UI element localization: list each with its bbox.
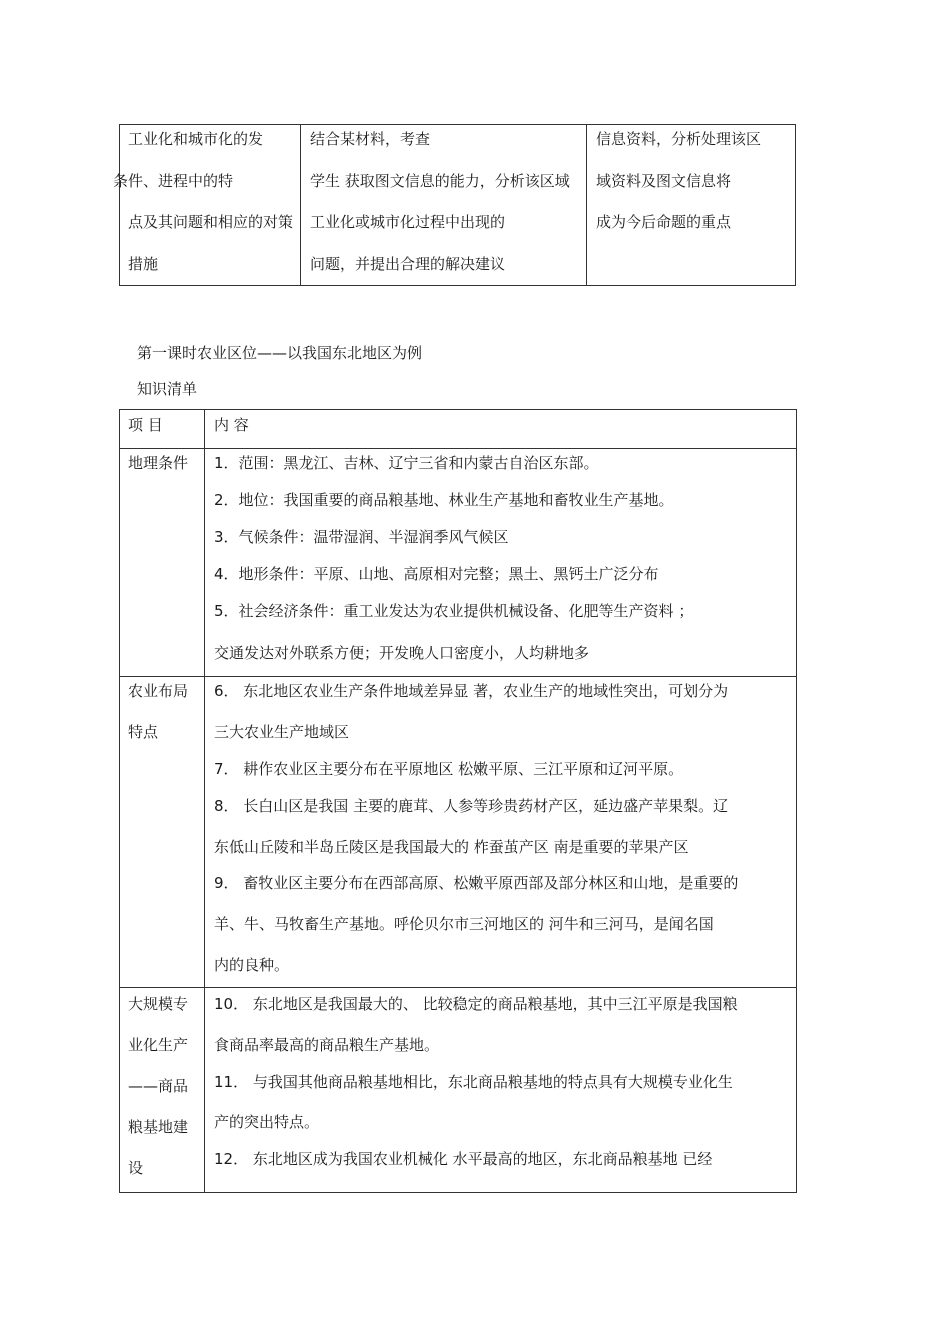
top-col3-line-3: 成为今后命题的重点 — [596, 213, 732, 231]
row1-line-5: 5．社会经济条件：重工业发达为农业提供机械设备、化肥等生产资料 ； — [214, 602, 694, 620]
row1-line-4: 4．地形条件：平原、山地、高原相对完整；黑土、黑钙土广泛分布 — [214, 565, 659, 583]
k-header-content: 内 容 — [214, 416, 249, 434]
row3-label-2: 业化生产 — [128, 1036, 189, 1054]
k-table-row-divider-3 — [120, 987, 796, 988]
row3-label-5: 设 — [128, 1159, 144, 1177]
row3-line-1: 10． 东北地区是我国最大的、 比较稳定的商品粮基地，其中三江平原是我国粮 — [214, 995, 738, 1013]
top-table-divider-2 — [586, 125, 587, 285]
k-header-item: 项 目 — [128, 416, 163, 434]
row3-line-2: 食商品率最高的商品粮生产基地。 — [214, 1036, 440, 1054]
k-table-row-divider-1 — [120, 448, 796, 449]
k-table-col-divider — [204, 410, 205, 1192]
row3-label-4: 粮基地建 — [128, 1118, 189, 1136]
row1-line-1: 1．范围：黑龙江、吉林、辽宁三省和内蒙古自治区东部。 — [214, 454, 599, 472]
top-col2-line-2: 学生 获取图文信息的能力，分析该区域 — [310, 172, 570, 190]
top-col1-line-4: 措施 — [128, 255, 159, 273]
row3-label-1: 大规模专 — [128, 995, 189, 1013]
top-col1-line-1: 工业化和城市化的发 — [128, 130, 264, 148]
row2-label-1: 农业布局 — [128, 682, 189, 700]
section-title: 第一课时农业区位——以我国东北地区为例 — [137, 344, 423, 362]
top-col2-line-3: 工业化或城市化过程中出现的 — [310, 213, 506, 231]
row2-line-7: 羊、牛、马牧畜生产基地。呼伦贝尔市三河地区的 河牛和三河马，是闻名国 — [214, 915, 714, 933]
row2-line-3: 7． 耕作农业区主要分布在平原地区 松嫩平原、三江平原和辽河平原。 — [214, 760, 684, 778]
k-table-row-divider-2 — [120, 676, 796, 677]
row3-line-3: 11． 与我国其他商品粮基地相比，东北商品粮基地的特点具有大规模专业化生 — [214, 1073, 733, 1091]
top-col1-line-3: 点及其问题和相应的对策 — [128, 213, 294, 231]
row2-label-2: 特点 — [128, 723, 159, 741]
row1-line-2: 2．地位：我国重要的商品粮基地、林业生产基地和畜牧业生产基地。 — [214, 491, 674, 509]
top-col2-line-4: 问题，并提出合理的解决建议 — [310, 255, 506, 273]
knowledge-list-title: 知识清单 — [137, 380, 198, 398]
row2-line-4: 8． 长白山区是我国 主要的鹿茸、人参等珍贵药材产区，延边盛产苹果梨。辽 — [214, 797, 729, 815]
row1-label-1: 地理条件 — [128, 454, 189, 472]
row2-line-8: 内的良种。 — [214, 956, 290, 974]
top-table-divider-1 — [300, 125, 301, 285]
row1-line-6: 交通发达对外联系方便；开发晚人口密度小，人均耕地多 — [214, 644, 590, 662]
row3-line-4: 产的突出特点。 — [214, 1113, 320, 1131]
row3-label-3: ——商品 — [128, 1077, 189, 1095]
row2-line-6: 9． 畜牧业区主要分布在西部高原、松嫩平原西部及部分林区和山地，是重要的 — [214, 874, 739, 892]
top-col2-line-1: 结合某材料，考查 — [310, 130, 431, 148]
top-col3-line-2: 域资料及图文信息将 — [596, 172, 732, 190]
row2-line-5: 东低山丘陵和半岛丘陵区是我国最大的 柞蚕茧产区 南是重要的苹果产区 — [214, 838, 689, 856]
top-col1-line-2: 条件、进程中的特 — [113, 172, 234, 190]
row1-line-3: 3．气候条件：温带湿润、半湿润季风气候区 — [214, 528, 509, 546]
row2-line-2: 三大农业生产地域区 — [214, 723, 350, 741]
row2-line-1: 6． 东北地区农业生产条件地域差异显 著，农业生产的地域性突出，可划分为 — [214, 682, 729, 700]
row3-line-5: 12． 东北地区成为我国农业机械化 水平最高的地区，东北商品粮基地 已经 — [214, 1150, 713, 1168]
top-col3-line-1: 信息资料，分析处理该区 — [596, 130, 762, 148]
